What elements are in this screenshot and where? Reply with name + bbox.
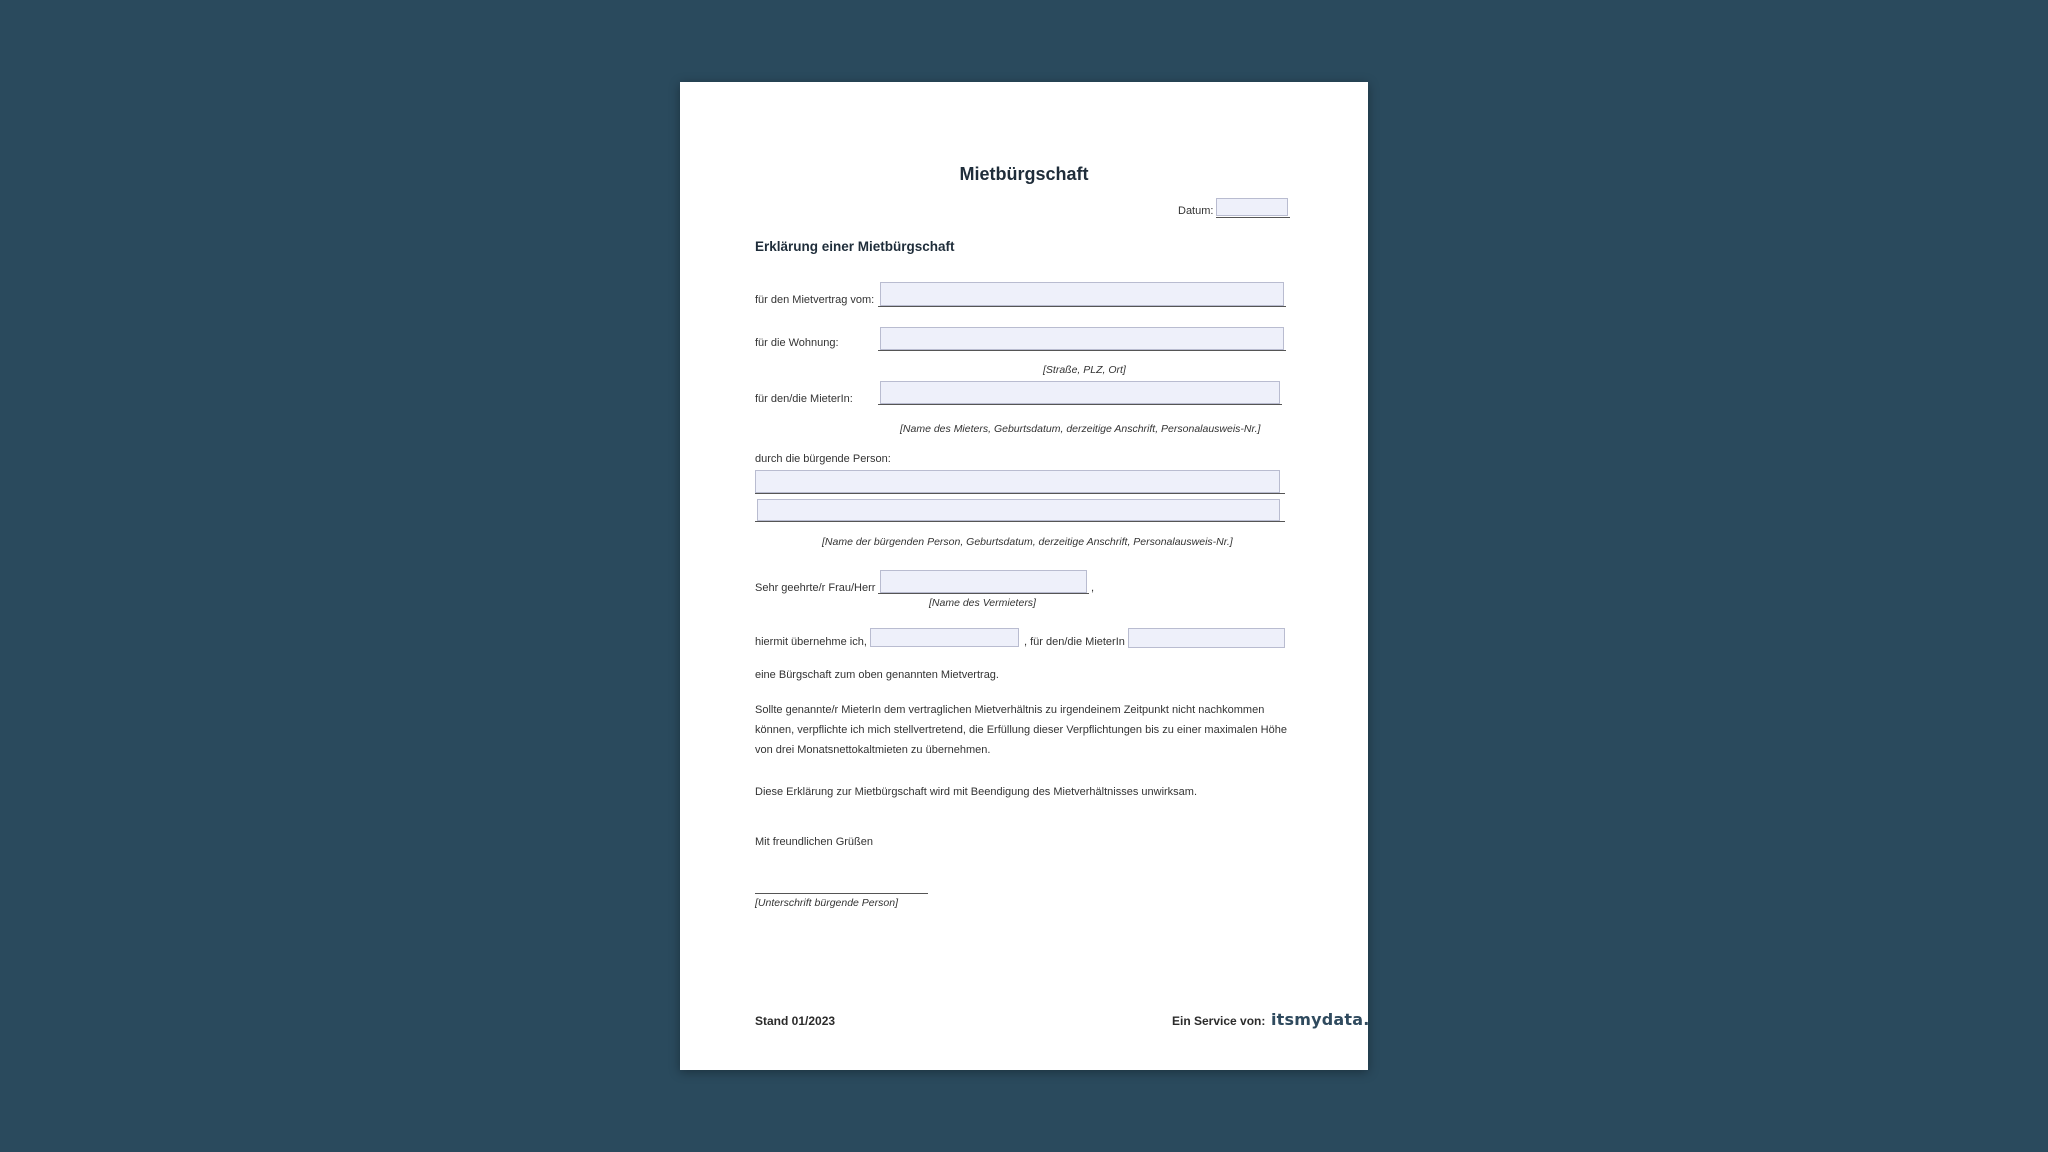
tenant-field[interactable] (880, 381, 1280, 404)
landlord-field[interactable] (880, 570, 1087, 593)
lease-date-field[interactable] (880, 282, 1284, 306)
guarantor-underline-2 (755, 521, 1285, 522)
obligation-paragraph (755, 700, 1295, 760)
guarantor-field-1[interactable] (755, 470, 1280, 493)
tenant-caption: [Name des Mieters, Geburtsdatum, derzeitige Anschrift, Personalausweis-Nr.] (900, 423, 1261, 435)
closing-text: Mit freundlichen Grüßen (755, 836, 873, 848)
apartment-field[interactable] (880, 327, 1284, 350)
landlord-caption: [Name des Vermieters] (929, 597, 1036, 609)
footer-service-label: Ein Service von: (1172, 1014, 1266, 1028)
document-page (680, 82, 1368, 1070)
obligation-line-1: Sollte genannte/r MieterIn dem vertraglichen Mietverhältnis zu irgendeinem Zeitpunkt nicht nachkommen (755, 704, 1265, 716)
date-field[interactable] (1216, 198, 1288, 216)
guarantor-underline-1 (755, 493, 1285, 494)
obligation-line-2: können, verpflichte ich mich stellvertretend, die Erfüllung dieser Verpflichtungen bis zu einer maximalen Höhe (755, 724, 1287, 736)
landlord-underline (878, 593, 1089, 594)
signature-line (755, 893, 928, 894)
brand-logo: itsmydata. (1271, 1010, 1370, 1029)
guarantor-caption: [Name der bürgenden Person, Geburtsdatum, derzeitige Anschrift, Personalausweis-Nr.] (822, 536, 1233, 548)
tenant-label: für den/die MieterIn: (755, 393, 853, 405)
apartment-underline (878, 350, 1286, 351)
apartment-label: für die Wohnung: (755, 337, 839, 349)
assume-middle: , für den/die MieterIn (1024, 636, 1125, 648)
assumer-field[interactable] (870, 628, 1019, 647)
tenant-underline (878, 404, 1282, 405)
lease-label: für den Mietvertrag vom: (755, 294, 875, 306)
assume-prefix: hiermit übernehme ich, (755, 636, 867, 648)
guarantee-line: eine Bürgschaft zum oben genannten Mietvertrag. (755, 669, 999, 681)
footer-version: Stand 01/2023 (755, 1014, 836, 1028)
date-label: Datum: (1178, 205, 1214, 217)
guarantor-label: durch die bürgende Person: (755, 453, 891, 465)
salutation-suffix: , (1091, 582, 1095, 594)
salutation-prefix: Sehr geehrte/r Frau/Herr (755, 582, 876, 594)
apartment-caption: [Straße, PLZ, Ort] (1043, 364, 1126, 376)
lease-underline (878, 306, 1286, 307)
signature-caption: [Unterschrift bürgende Person] (755, 897, 898, 909)
validity-paragraph: Diese Erklärung zur Mietbürgschaft wird mit Beendigung des Mietverhältnisses unwirksam. (755, 786, 1198, 798)
obligation-line-3: von drei Monatsnettokaltmieten zu übernehmen. (755, 744, 991, 756)
section-heading: Erklärung einer Mietbürgschaft (755, 239, 955, 254)
date-underline (1216, 217, 1290, 218)
document-title: Mietbürgschaft (959, 164, 1089, 184)
guarantor-field-2[interactable] (757, 499, 1280, 521)
tenant-field-2[interactable] (1128, 628, 1285, 648)
